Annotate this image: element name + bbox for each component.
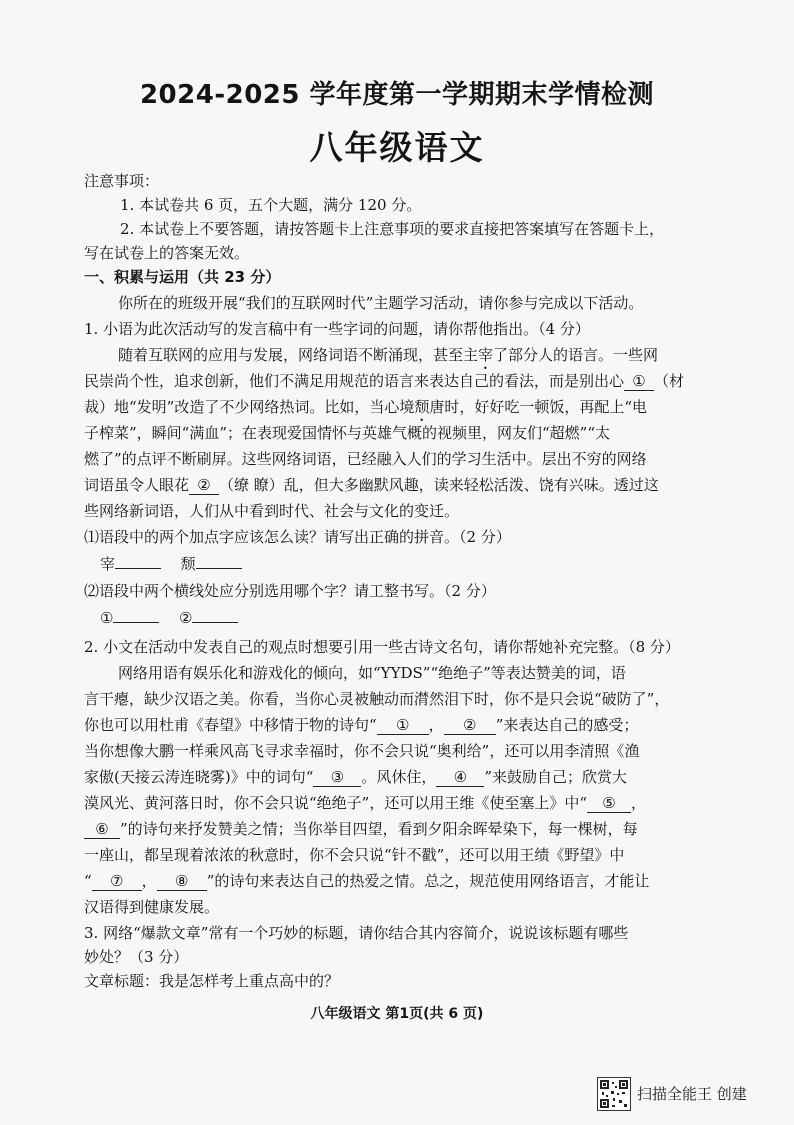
answer-blank xyxy=(113,606,159,623)
notice-item-2-line1: 2. 本试卷上不要答题，请按答题卡上注意事项的要求直接把答案填写在答题卡上， xyxy=(120,220,665,238)
poem-blank-7: ⑦ xyxy=(92,872,142,891)
answer-blank xyxy=(192,606,238,623)
subject-title: 八年级语文 xyxy=(309,128,485,167)
q1-paragraph-line: 些网络新词语，人们从中看到时代、社会与文化的变迁。 xyxy=(84,502,460,520)
q1-sub-1-answers: 宰 颓 xyxy=(100,552,720,575)
dotted-char-tui: 颓 xyxy=(414,398,430,416)
poem-blank-5: ⑤ xyxy=(587,794,631,813)
article-title: 文章标题：我是怎样考上重点高中的？ xyxy=(84,972,340,990)
blank-2: ② xyxy=(189,476,219,495)
q1-sub-2: ⑵语段中两个横线处应分别选用哪个字？请工整书写。（2 分） xyxy=(84,582,496,600)
q1-sub-2-answers: ① ② xyxy=(100,606,720,629)
qr-code-icon xyxy=(597,1077,631,1111)
question-3-prompt-cont: 妙处？（3 分） xyxy=(84,948,189,966)
question-3-prompt: 3. 网络“爆款文章”常有一个巧妙的标题，请你结合其内容简介，说说该标题有哪些 xyxy=(84,924,629,942)
page-footer: 八年级语文 第1页(共 6 页) xyxy=(310,1006,484,1022)
q1-paragraph-line: 民崇尚个性，追求创新，他们不满足用规范的语言来表达自己的看法，而是别出心 ① （材 xyxy=(84,372,685,390)
poem-blank-6: ⑥ xyxy=(84,820,120,839)
blank-1: ① xyxy=(624,372,654,391)
q2-paragraph-line: “ ⑦ ， ⑧ ”的诗句来表达自己的热爱之情。总之，规范使用网络语言，才能让 xyxy=(84,872,650,890)
q1-paragraph-line: 裁）地“发明”改造了不少网络热词。比如，当心境颓唐时，好好吃一顿饭，再配上“电 xyxy=(84,398,648,416)
exam-title: 2024-2025 学年度第一学期期末学情检测 xyxy=(139,80,655,110)
notice-item-1: 1. 本试卷共 6 页，五个大题，满分 120 分。 xyxy=(120,196,422,214)
poem-blank-4: ④ xyxy=(436,768,484,787)
q2-paragraph-line: 网络用语有娱乐化和游戏化的倾向，如“YYDS”“绝绝子”等表达赞美的词，语 xyxy=(118,664,626,682)
poem-blank-3: ③ xyxy=(313,768,361,787)
notice-heading: 注意事项： xyxy=(84,172,160,190)
q2-paragraph-line: 你也可以用杜甫《春望》中移情于物的诗句“ ① ， ② ”来表达自己的感受； xyxy=(84,716,639,734)
dotted-char-zai: 宰 xyxy=(478,346,494,364)
q2-paragraph-line: 漠风光、黄河落日时，你不会只说“绝绝子”，还可以用王维《使至塞上》中“ ⑤ ， xyxy=(84,794,647,812)
question-2-prompt: 2. 小文在活动中发表自己的观点时想要引用一些古诗文名句，请你帮她补充完整。（8 分） xyxy=(84,638,680,656)
poem-blank-1: ① xyxy=(377,716,429,735)
q2-paragraph-line: 当你想像大鹏一样乘风高飞寻求幸福时，你不会只说“奥利给”，还可以用李清照《渔 xyxy=(84,742,640,760)
q2-paragraph-line: ⑥ ”的诗句来抒发赞美之情；当你举目四望，看到夕阳余晖晕染下，每一棵树，每 xyxy=(84,818,704,840)
poem-blank-2: ② xyxy=(444,716,496,735)
poem-blank-8: ⑧ xyxy=(157,872,207,891)
pinyin-blank xyxy=(196,552,242,569)
q2-paragraph-line: 言干瘪，缺少汉语之美。你看，当你心灵被触动而潸然泪下时，你不是只会说“破防了”， xyxy=(84,690,670,708)
q2-paragraph-line: 一座山，都呈现着浓浓的秋意时，你不会只说“针不戳”，还可以用王绩《野望》中 xyxy=(84,846,625,864)
q2-paragraph-line: 汉语得到健康发展。 xyxy=(84,898,220,916)
scanner-watermark: 扫描全能王 创建 xyxy=(637,1085,747,1103)
q1-paragraph-line: 随着互联网的应用与发展，网络词语不断涌现，甚至主宰了部分人的语言。一些网 xyxy=(118,346,659,364)
q1-paragraph-line: 词语虽令人眼花 ② （缭 瞭）乱，但大多幽默风趣，读来轻松活泼、饶有兴味。透过这 xyxy=(84,476,659,494)
q1-paragraph-line: 燃了”的点评不断刷屏。这些网络词语，已经融入人们的学习生活中。层出不穷的网络 xyxy=(84,450,647,468)
pinyin-blank xyxy=(115,552,161,569)
section-intro: 你所在的班级开展“我们的互联网时代”主题学习活动，请你参与完成以下活动。 xyxy=(118,294,644,312)
section-heading: 一、积累与运用（共 23 分） xyxy=(84,268,281,286)
q1-paragraph-line: 子榨菜”，瞬间“满血”；在表现爱国情怀与英雄气概的视频里，网友们“超燃”“太 xyxy=(84,424,611,442)
q1-sub-1: ⑴语段中的两个加点字应该怎么读？请写出正确的拼音。（2 分） xyxy=(84,528,511,546)
notice-item-2-line2: 写在试卷上的答案无效。 xyxy=(84,244,250,262)
question-1-prompt: 1. 小语为此次活动写的发言稿中有一些字词的问题，请你帮他指出。（4 分） xyxy=(84,320,590,338)
q2-paragraph-line: 家傲(天接云涛连晓雾)》中的词句“ ③ 。风休住， ④ ”来鼓励自己；欣赏大 xyxy=(84,768,628,786)
